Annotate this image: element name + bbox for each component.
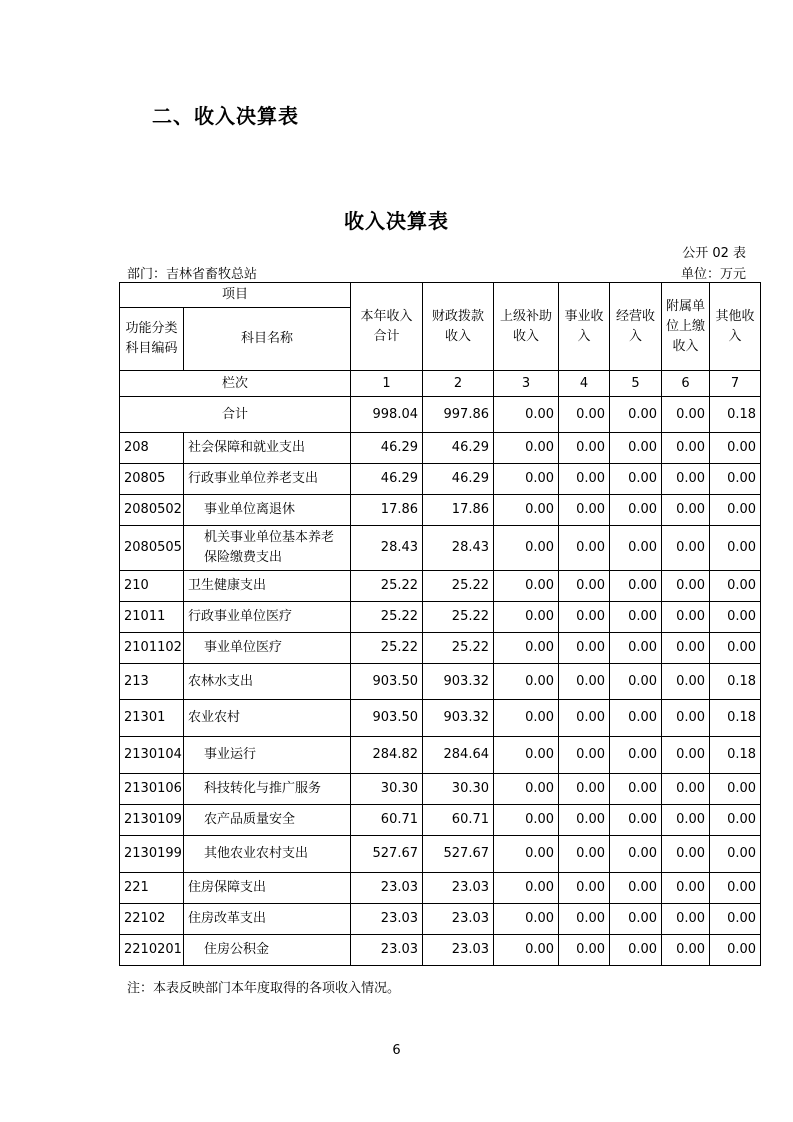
table-note: 注：本表反映部门本年度取得的各项收入情况。: [127, 981, 401, 996]
total-label: 合计: [120, 397, 351, 433]
row-value: 0.00: [610, 836, 662, 873]
row-code: 2130199: [120, 836, 184, 873]
row-value: 0.00: [494, 633, 559, 664]
row-value: 903.32: [423, 664, 494, 700]
row-value: 30.30: [351, 774, 423, 805]
row-value: 0.00: [662, 904, 710, 935]
row-value: 0.00: [710, 836, 761, 873]
row-value: 0.00: [662, 602, 710, 633]
header-col-3: 上级补助收入: [494, 283, 559, 371]
row-name: 农业农村: [184, 700, 351, 737]
row-code: 20805: [120, 464, 184, 495]
row-value: 0.00: [710, 602, 761, 633]
sequence-cell: 6: [662, 371, 710, 397]
row-value: 0.00: [494, 836, 559, 873]
row-value: 23.03: [351, 935, 423, 966]
row-value: 0.00: [662, 433, 710, 464]
row-value: 30.30: [423, 774, 494, 805]
row-value: 0.00: [610, 464, 662, 495]
row-value: 0.00: [710, 495, 761, 526]
row-value: 0.00: [710, 805, 761, 836]
table-row: [120, 805, 761, 836]
row-value: 0.00: [662, 805, 710, 836]
row-value: 0.00: [610, 774, 662, 805]
row-name: 住房改革支出: [184, 904, 351, 935]
row-value: 46.29: [351, 433, 423, 464]
header-row-item: [120, 283, 761, 308]
row-name: 住房保障支出: [184, 873, 351, 904]
row-value: 0.00: [559, 495, 610, 526]
row-value: 0.00: [662, 935, 710, 966]
row-value: 0.00: [559, 464, 610, 495]
table-row: [120, 904, 761, 935]
row-value: 0.00: [559, 633, 610, 664]
sequence-cell: 2: [423, 371, 494, 397]
row-value: 0.00: [610, 737, 662, 774]
table-row: [120, 737, 761, 774]
table-row: [120, 433, 761, 464]
sequence-cell: 7: [710, 371, 761, 397]
sequence-cell: 1: [351, 371, 423, 397]
row-value: 0.00: [559, 873, 610, 904]
row-value: 23.03: [423, 904, 494, 935]
row-value: 17.86: [423, 495, 494, 526]
table-title: 收入决算表: [344, 209, 449, 233]
row-name: 农林水支出: [184, 664, 351, 700]
row-value: 0.00: [662, 836, 710, 873]
total-value: 997.86: [423, 397, 494, 433]
row-name: 事业单位医疗: [184, 633, 351, 664]
unit-label: 单位：万元: [680, 267, 746, 282]
row-value: 60.71: [423, 805, 494, 836]
row-value: 0.00: [662, 774, 710, 805]
sequence-label: 栏次: [120, 371, 351, 397]
table-row: [120, 873, 761, 904]
row-code: 208: [120, 433, 184, 464]
row-value: 23.03: [351, 873, 423, 904]
row-value: 0.00: [494, 571, 559, 602]
row-value: 0.00: [559, 805, 610, 836]
row-value: 0.00: [494, 526, 559, 571]
row-value: 23.03: [423, 873, 494, 904]
row-value: 0.00: [710, 904, 761, 935]
row-value: 0.00: [662, 664, 710, 700]
row-value: 25.22: [423, 602, 494, 633]
row-value: 0.00: [494, 904, 559, 935]
row-value: 903.50: [351, 700, 423, 737]
row-code: 2101102: [120, 633, 184, 664]
row-value: 0.00: [559, 664, 610, 700]
total-value: 998.04: [351, 397, 423, 433]
row-value: 28.43: [423, 526, 494, 571]
row-name: 住房公积金: [184, 935, 351, 966]
row-value: 25.22: [423, 571, 494, 602]
row-code: 2130104: [120, 737, 184, 774]
row-value: 0.00: [610, 700, 662, 737]
row-code: 2210201: [120, 935, 184, 966]
sequence-cell: 3: [494, 371, 559, 397]
row-value: 0.00: [662, 633, 710, 664]
row-value: 0.00: [494, 873, 559, 904]
row-value: 0.00: [494, 433, 559, 464]
row-name: 社会保障和就业支出: [184, 433, 351, 464]
row-code: 213: [120, 664, 184, 700]
table-row: [120, 700, 761, 737]
row-value: 0.18: [710, 664, 761, 700]
row-value: 0.00: [610, 602, 662, 633]
row-value: 0.00: [559, 836, 610, 873]
row-value: 0.00: [710, 433, 761, 464]
row-name: 事业运行: [184, 737, 351, 774]
table-row: [120, 602, 761, 633]
row-value: 0.00: [610, 571, 662, 602]
row-value: 46.29: [423, 433, 494, 464]
table-row: [120, 836, 761, 873]
header-code: 功能分类科目编码: [120, 308, 184, 371]
header-col-1: 本年收入合计: [351, 283, 423, 371]
row-value: 0.00: [662, 526, 710, 571]
total-row: [120, 397, 761, 433]
row-value: 0.00: [710, 633, 761, 664]
row-value: 0.00: [710, 935, 761, 966]
sequence-cell: 4: [559, 371, 610, 397]
row-value: 0.00: [710, 873, 761, 904]
row-value: 0.00: [559, 571, 610, 602]
row-code: 2130106: [120, 774, 184, 805]
row-name: 其他农业农村支出: [184, 836, 351, 873]
row-code: 221: [120, 873, 184, 904]
row-value: 903.32: [423, 700, 494, 737]
row-name: 卫生健康支出: [184, 571, 351, 602]
row-value: 0.00: [494, 495, 559, 526]
sequence-row: [120, 371, 761, 397]
row-value: 0.00: [559, 700, 610, 737]
form-number: 公开 02 表: [682, 246, 746, 261]
total-value: 0.18: [710, 397, 761, 433]
row-value: 25.22: [351, 571, 423, 602]
header-col-5: 经营收入: [610, 283, 662, 371]
row-value: 0.00: [610, 633, 662, 664]
header-col-6: 附属单位上缴收入: [662, 283, 710, 371]
header-name: 科目名称: [184, 308, 351, 371]
total-value: 0.00: [662, 397, 710, 433]
row-value: 0.00: [559, 737, 610, 774]
row-value: 0.00: [662, 571, 710, 602]
row-code: 21301: [120, 700, 184, 737]
table-row: [120, 774, 761, 805]
row-value: 0.00: [610, 805, 662, 836]
row-value: 0.18: [710, 700, 761, 737]
row-value: 0.00: [662, 700, 710, 737]
row-name: 事业单位离退休: [184, 495, 351, 526]
row-value: 25.22: [423, 633, 494, 664]
row-value: 0.00: [610, 433, 662, 464]
row-name: 行政事业单位医疗: [184, 602, 351, 633]
row-value: 23.03: [423, 935, 494, 966]
sequence-cell: 5: [610, 371, 662, 397]
table-row: [120, 495, 761, 526]
row-name: 农产品质量安全: [184, 805, 351, 836]
row-value: 0.00: [610, 904, 662, 935]
row-value: 0.00: [610, 873, 662, 904]
row-code: 210: [120, 571, 184, 602]
row-value: 0.00: [610, 526, 662, 571]
row-value: 0.00: [559, 935, 610, 966]
total-value: 0.00: [559, 397, 610, 433]
row-value: 0.00: [662, 464, 710, 495]
row-value: 0.00: [610, 935, 662, 966]
row-value: 0.00: [494, 700, 559, 737]
row-value: 25.22: [351, 602, 423, 633]
row-value: 0.00: [710, 464, 761, 495]
row-value: 0.00: [559, 526, 610, 571]
row-value: 0.00: [494, 774, 559, 805]
row-value: 0.00: [559, 602, 610, 633]
row-value: 0.00: [710, 526, 761, 571]
header-col-4: 事业收入: [559, 283, 610, 371]
row-code: 2080505: [120, 526, 184, 571]
table-row: [120, 935, 761, 966]
row-value: 0.00: [662, 737, 710, 774]
row-value: 23.03: [351, 904, 423, 935]
row-name: 机关事业单位基本养老保险缴费支出: [184, 526, 351, 571]
page-number: 6: [392, 1043, 401, 1058]
row-code: 21011: [120, 602, 184, 633]
row-code: 2130109: [120, 805, 184, 836]
table-row: [120, 526, 761, 571]
row-value: 527.67: [351, 836, 423, 873]
row-value: 284.64: [423, 737, 494, 774]
row-value: 0.00: [559, 433, 610, 464]
row-value: 46.29: [423, 464, 494, 495]
row-value: 0.00: [494, 737, 559, 774]
row-value: 46.29: [351, 464, 423, 495]
table-row: [120, 464, 761, 495]
header-item: 项目: [120, 283, 351, 308]
table-row: [120, 664, 761, 700]
section-heading: 二、收入决算表: [152, 104, 299, 128]
row-value: 0.00: [710, 774, 761, 805]
row-value: 28.43: [351, 526, 423, 571]
row-value: 0.00: [662, 873, 710, 904]
row-value: 25.22: [351, 633, 423, 664]
table-row: [120, 633, 761, 664]
row-code: 22102: [120, 904, 184, 935]
header-col-7: 其他收入: [710, 283, 761, 371]
row-code: 2080502: [120, 495, 184, 526]
row-value: 903.50: [351, 664, 423, 700]
income-table: [119, 282, 761, 966]
header-col-2: 财政拨款收入: [423, 283, 494, 371]
row-value: 0.00: [610, 495, 662, 526]
row-value: 284.82: [351, 737, 423, 774]
total-value: 0.00: [610, 397, 662, 433]
row-value: 0.18: [710, 737, 761, 774]
row-value: 0.00: [494, 935, 559, 966]
row-value: 0.00: [662, 495, 710, 526]
row-value: 17.86: [351, 495, 423, 526]
row-value: 60.71: [351, 805, 423, 836]
row-value: 0.00: [559, 904, 610, 935]
row-value: 0.00: [610, 664, 662, 700]
total-value: 0.00: [494, 397, 559, 433]
row-value: 0.00: [494, 602, 559, 633]
row-name: 行政事业单位养老支出: [184, 464, 351, 495]
row-name: 科技转化与推广服务: [184, 774, 351, 805]
row-value: 0.00: [494, 464, 559, 495]
row-value: 0.00: [710, 571, 761, 602]
row-value: 527.67: [423, 836, 494, 873]
table-row: [120, 571, 761, 602]
row-value: 0.00: [494, 664, 559, 700]
row-value: 0.00: [494, 805, 559, 836]
department-label: 部门：吉林省畜牧总站: [127, 267, 258, 282]
row-value: 0.00: [559, 774, 610, 805]
